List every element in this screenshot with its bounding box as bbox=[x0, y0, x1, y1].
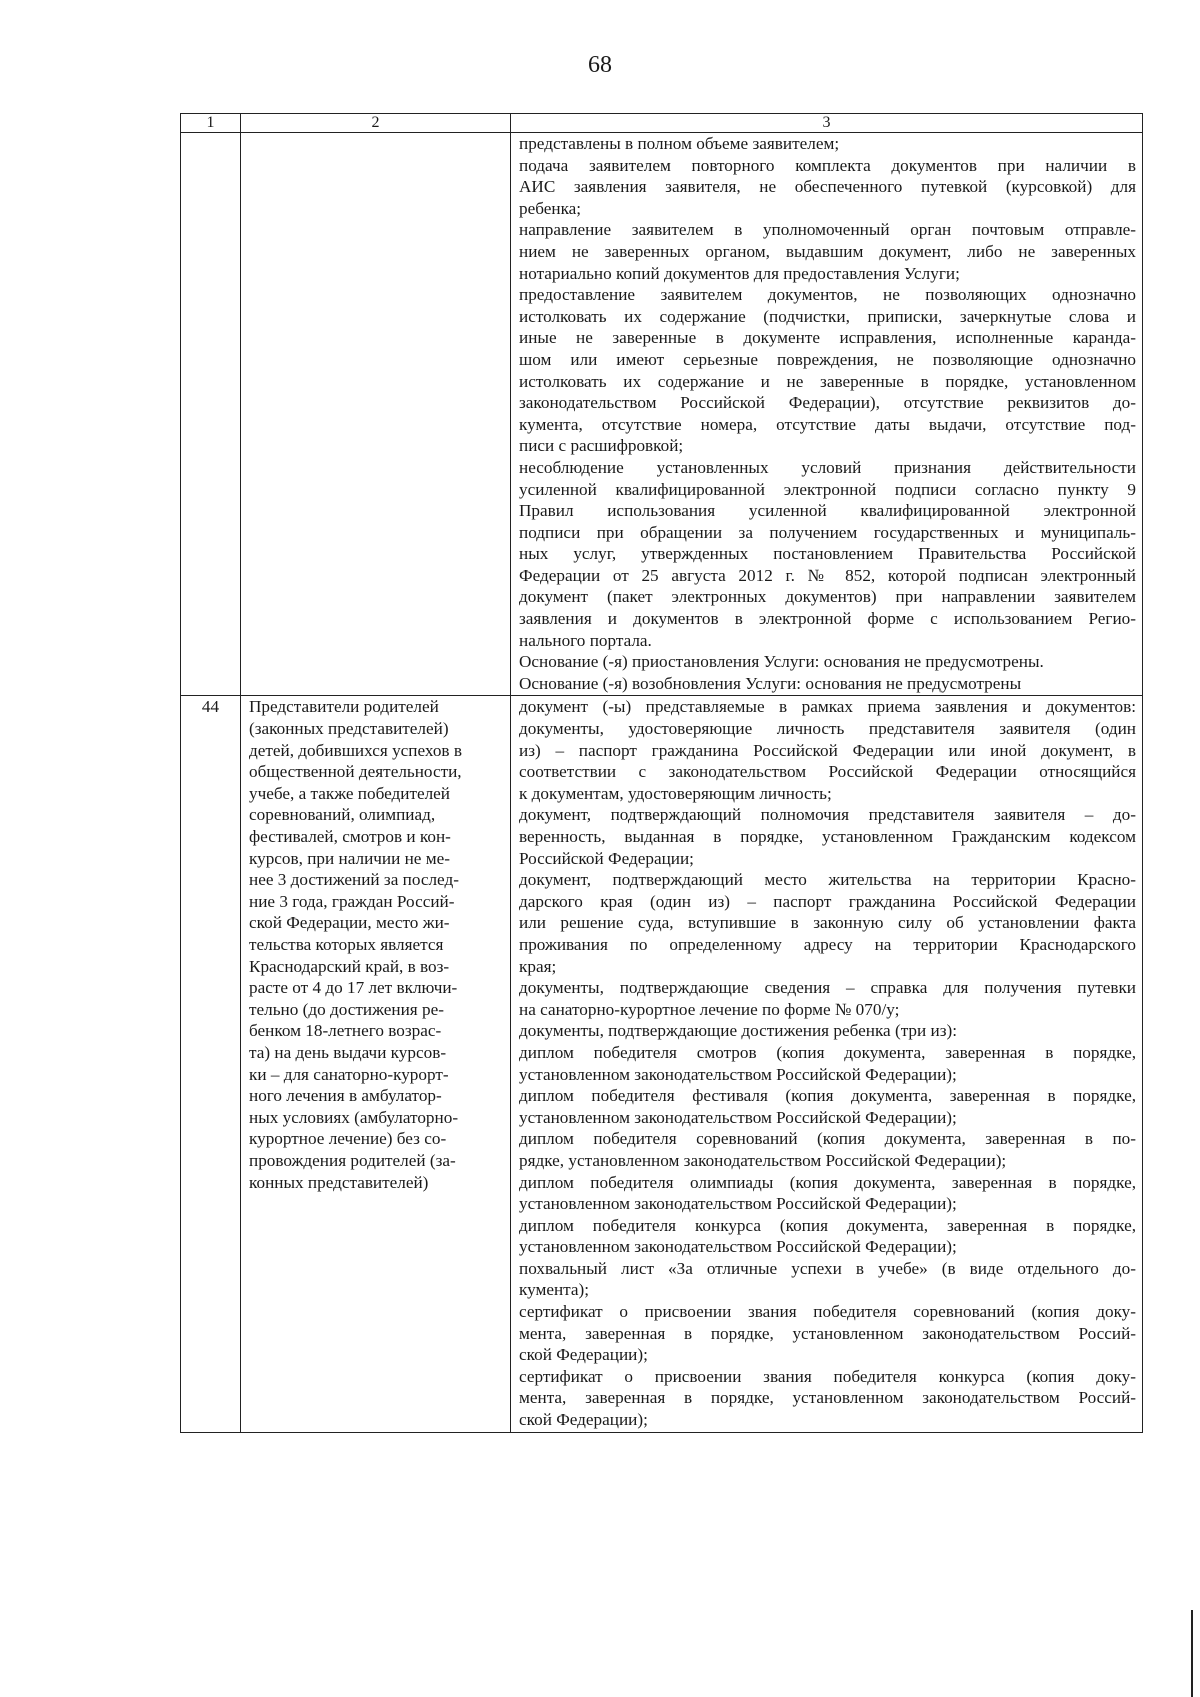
content-line: документ (пакет электронных документов) при направлении заявителем bbox=[519, 587, 1136, 607]
content-line: установленном законодательством Российской Федерации); bbox=[519, 1194, 957, 1214]
content-line: Российской Федерации; bbox=[519, 848, 694, 868]
content-line: заявления и документов в электронной форме с использованием Регио- bbox=[519, 609, 1136, 629]
content-line: ных услуг, утвержденных постановлением Правительства Российской bbox=[519, 544, 1136, 564]
category-line: ных условиях (амбулаторно- bbox=[249, 1107, 459, 1127]
content-line: направление заявителем в уполномоченный орган почтовым отправле- bbox=[519, 220, 1136, 240]
category-line: ки – для санаторно-курорт- bbox=[249, 1064, 449, 1084]
content-line: Основание (-я) возобновления Услуги: основания не предусмотрены bbox=[519, 673, 1022, 693]
document-table bbox=[180, 113, 1143, 1433]
content-line: документы, удостоверяющие личность представителя заявителя (один bbox=[519, 719, 1136, 739]
content-line: диплом победителя соревнований (копия документа, заверенная в по- bbox=[519, 1129, 1136, 1149]
header-col-1: 1 bbox=[181, 114, 241, 133]
content-line: мента, заверенная в порядке, установленном законодательством Россий- bbox=[519, 1323, 1136, 1343]
content-line: документ, подтверждающий место жительства на территории Красно- bbox=[519, 870, 1136, 890]
scan-edge-mark bbox=[1191, 1610, 1193, 1697]
category-line: та) на день выдачи курсов- bbox=[249, 1042, 447, 1062]
content-line: края; bbox=[519, 956, 557, 976]
content-line: представлены в полном объеме заявителем; bbox=[519, 134, 840, 153]
content-line: усиленной квалифицированной электронной подписи согласно пункту 9 bbox=[519, 479, 1136, 499]
page-number: 68 bbox=[588, 52, 612, 78]
content-line: или решение суда, вступившие в законную силу об установлении факта bbox=[519, 913, 1136, 933]
content-line: веренность, выданная в порядке, установленном Гражданским кодексом bbox=[519, 827, 1136, 846]
category-cell bbox=[241, 696, 511, 1432]
category-line: детей, добившихся успехов в bbox=[249, 740, 462, 760]
content-line: диплом победителя конкурса (копия документа, заверенная в порядке, bbox=[519, 1215, 1136, 1235]
content-line: иные не заверенные в документе исправления, исполненные каранда- bbox=[519, 328, 1136, 348]
content-line: подписи при обращении за получением государственных и муниципаль- bbox=[519, 522, 1136, 542]
content-line: мента, заверенная в порядке, установленном законодательством Россий- bbox=[519, 1388, 1136, 1408]
content-line: диплом победителя фестиваля (копия документа, заверенная в порядке, bbox=[519, 1086, 1136, 1106]
row-number bbox=[181, 133, 241, 696]
category-line: (законных представителей) bbox=[249, 719, 449, 739]
category-line: конных представителей) bbox=[249, 1172, 429, 1192]
content-line: ской Федерации); bbox=[519, 1345, 648, 1365]
table-header-row bbox=[181, 114, 1143, 133]
content-line: диплом победителя олимпиады (копия документа, заверенная в порядке, bbox=[519, 1172, 1136, 1192]
content-line: документы, подтверждающие сведения – справка для получения путевки bbox=[519, 978, 1136, 998]
category-cell bbox=[241, 133, 511, 696]
content-line: установленном законодательством Российской Федерации); bbox=[519, 1237, 957, 1257]
content-line: сертификат о присвоении звания победителя соревнований (копия доку- bbox=[519, 1302, 1136, 1322]
content-line: истолковать их содержание (подчистки, приписки, зачеркнутые слова и bbox=[519, 306, 1136, 326]
content-line: установленном законодательством Российской Федерации); bbox=[519, 1064, 957, 1084]
content-line: на санаторно-курортное лечение по форме № 070/у; bbox=[519, 999, 900, 1019]
content-line: нотариально копий документов для предоставления Услуги; bbox=[519, 263, 960, 283]
content-line: кумента, отсутствие номера, отсутствие даты выдачи, отсутствие под- bbox=[519, 414, 1136, 434]
content-line: из) – паспорт гражданина Российской Федерации или иной документ, в bbox=[519, 740, 1136, 760]
category-line: Краснодарский край, в воз- bbox=[249, 956, 450, 976]
content-line: рядке, установленном законодательством Российской Федерации); bbox=[519, 1150, 1007, 1170]
category-line: общественной деятельности, bbox=[249, 762, 462, 782]
content-line: ребенка; bbox=[519, 198, 582, 218]
content-line: АИС заявления заявителя, не обеспеченного путевкой (курсовкой) для bbox=[519, 177, 1136, 197]
row-number: 44 bbox=[181, 696, 241, 1432]
content-line: Правил использования усиленной квалифицированной электронной bbox=[519, 501, 1136, 521]
header-col-2: 2 bbox=[241, 114, 511, 133]
category-line: тельства которых является bbox=[249, 934, 444, 954]
content-line: документы, подтверждающие достижения ребенка (три из): bbox=[519, 1021, 957, 1041]
content-line: законодательством Российской Федерации), отсутствие реквизитов до- bbox=[519, 393, 1136, 413]
category-line: фестивалей, смотров и кон- bbox=[249, 827, 451, 846]
category-line: тельно (до достижения ре- bbox=[249, 999, 444, 1019]
content-line: предоставление заявителем документов, не позволяющих однозначно bbox=[519, 285, 1136, 305]
content-line: ской Федерации); bbox=[519, 1410, 648, 1430]
content-line: диплом победителя смотров (копия документа, заверенная в порядке, bbox=[519, 1042, 1136, 1062]
content-line: нием не заверенных органом, выдавшим документ, либо не заверенных bbox=[519, 241, 1136, 261]
category-line: ного лечения в амбулатор- bbox=[249, 1086, 442, 1106]
content-line: Федерации от 25 августа 2012 г. № 852, которой подписан электронный bbox=[519, 565, 1136, 585]
table-row bbox=[181, 133, 1143, 696]
content-line: шом или имеют серьезные повреждения, не позволяющие однозначно bbox=[519, 349, 1136, 369]
category-line: расте от 4 до 17 лет включи- bbox=[249, 978, 458, 998]
content-line: истолковать их содержание и не заверенные в порядке, установленном bbox=[519, 371, 1136, 391]
category-line: ской Федерации, место жи- bbox=[249, 913, 450, 933]
header-col-3: 3 bbox=[511, 114, 1143, 133]
content-line: документ, подтверждающий полномочия представителя заявителя – до- bbox=[519, 805, 1136, 825]
content-line: писи с расшифровкой; bbox=[519, 436, 684, 456]
content-line: документ (-ы) представляемые в рамках приема заявления и документов: bbox=[519, 697, 1136, 717]
content-line: Основание (-я) приостановления Услуги: основания не предусмотрены. bbox=[519, 652, 1044, 672]
content-cell bbox=[511, 696, 1143, 1432]
category-line: курсов, при наличии не ме- bbox=[249, 848, 450, 868]
category-line: курортное лечение) без со- bbox=[249, 1129, 447, 1149]
content-line: подача заявителем повторного комплекта документов при наличии в bbox=[519, 155, 1136, 175]
category-line: провождения родителей (за- bbox=[249, 1150, 456, 1170]
content-line: установленном законодательством Российской Федерации); bbox=[519, 1107, 957, 1127]
content-line: соответствии с законодательством Российской Федерации относящийся bbox=[519, 762, 1136, 782]
category-line: нее 3 достижений за послед- bbox=[249, 870, 459, 890]
content-line: к документам, удостоверяющим личность; bbox=[519, 783, 832, 803]
content-line: кумента); bbox=[519, 1280, 590, 1300]
content-cell bbox=[511, 133, 1143, 696]
category-line: соревнований, олимпиад, bbox=[249, 805, 436, 825]
category-line: ние 3 года, граждан Россий- bbox=[249, 891, 455, 911]
content-line: несоблюдение установленных условий признания действительности bbox=[519, 457, 1136, 477]
content-line: проживания по определенному адресу на территории Краснодарского bbox=[519, 934, 1136, 954]
category-line: учебе, а также победителей bbox=[249, 783, 451, 803]
content-line: дарского края (один из) – паспорт гражданина Российской Федерации bbox=[519, 891, 1136, 911]
table-row bbox=[181, 696, 1143, 1432]
content-line: похвальный лист «За отличные успехи в учебе» (в виде отдельного до- bbox=[519, 1258, 1136, 1278]
content-line: сертификат о присвоении звания победителя конкурса (копия доку- bbox=[519, 1366, 1136, 1386]
category-line: бенком 18-летнего возрас- bbox=[249, 1021, 442, 1041]
category-line: Представители родителей bbox=[249, 697, 439, 717]
content-line: нального портала. bbox=[519, 630, 652, 650]
